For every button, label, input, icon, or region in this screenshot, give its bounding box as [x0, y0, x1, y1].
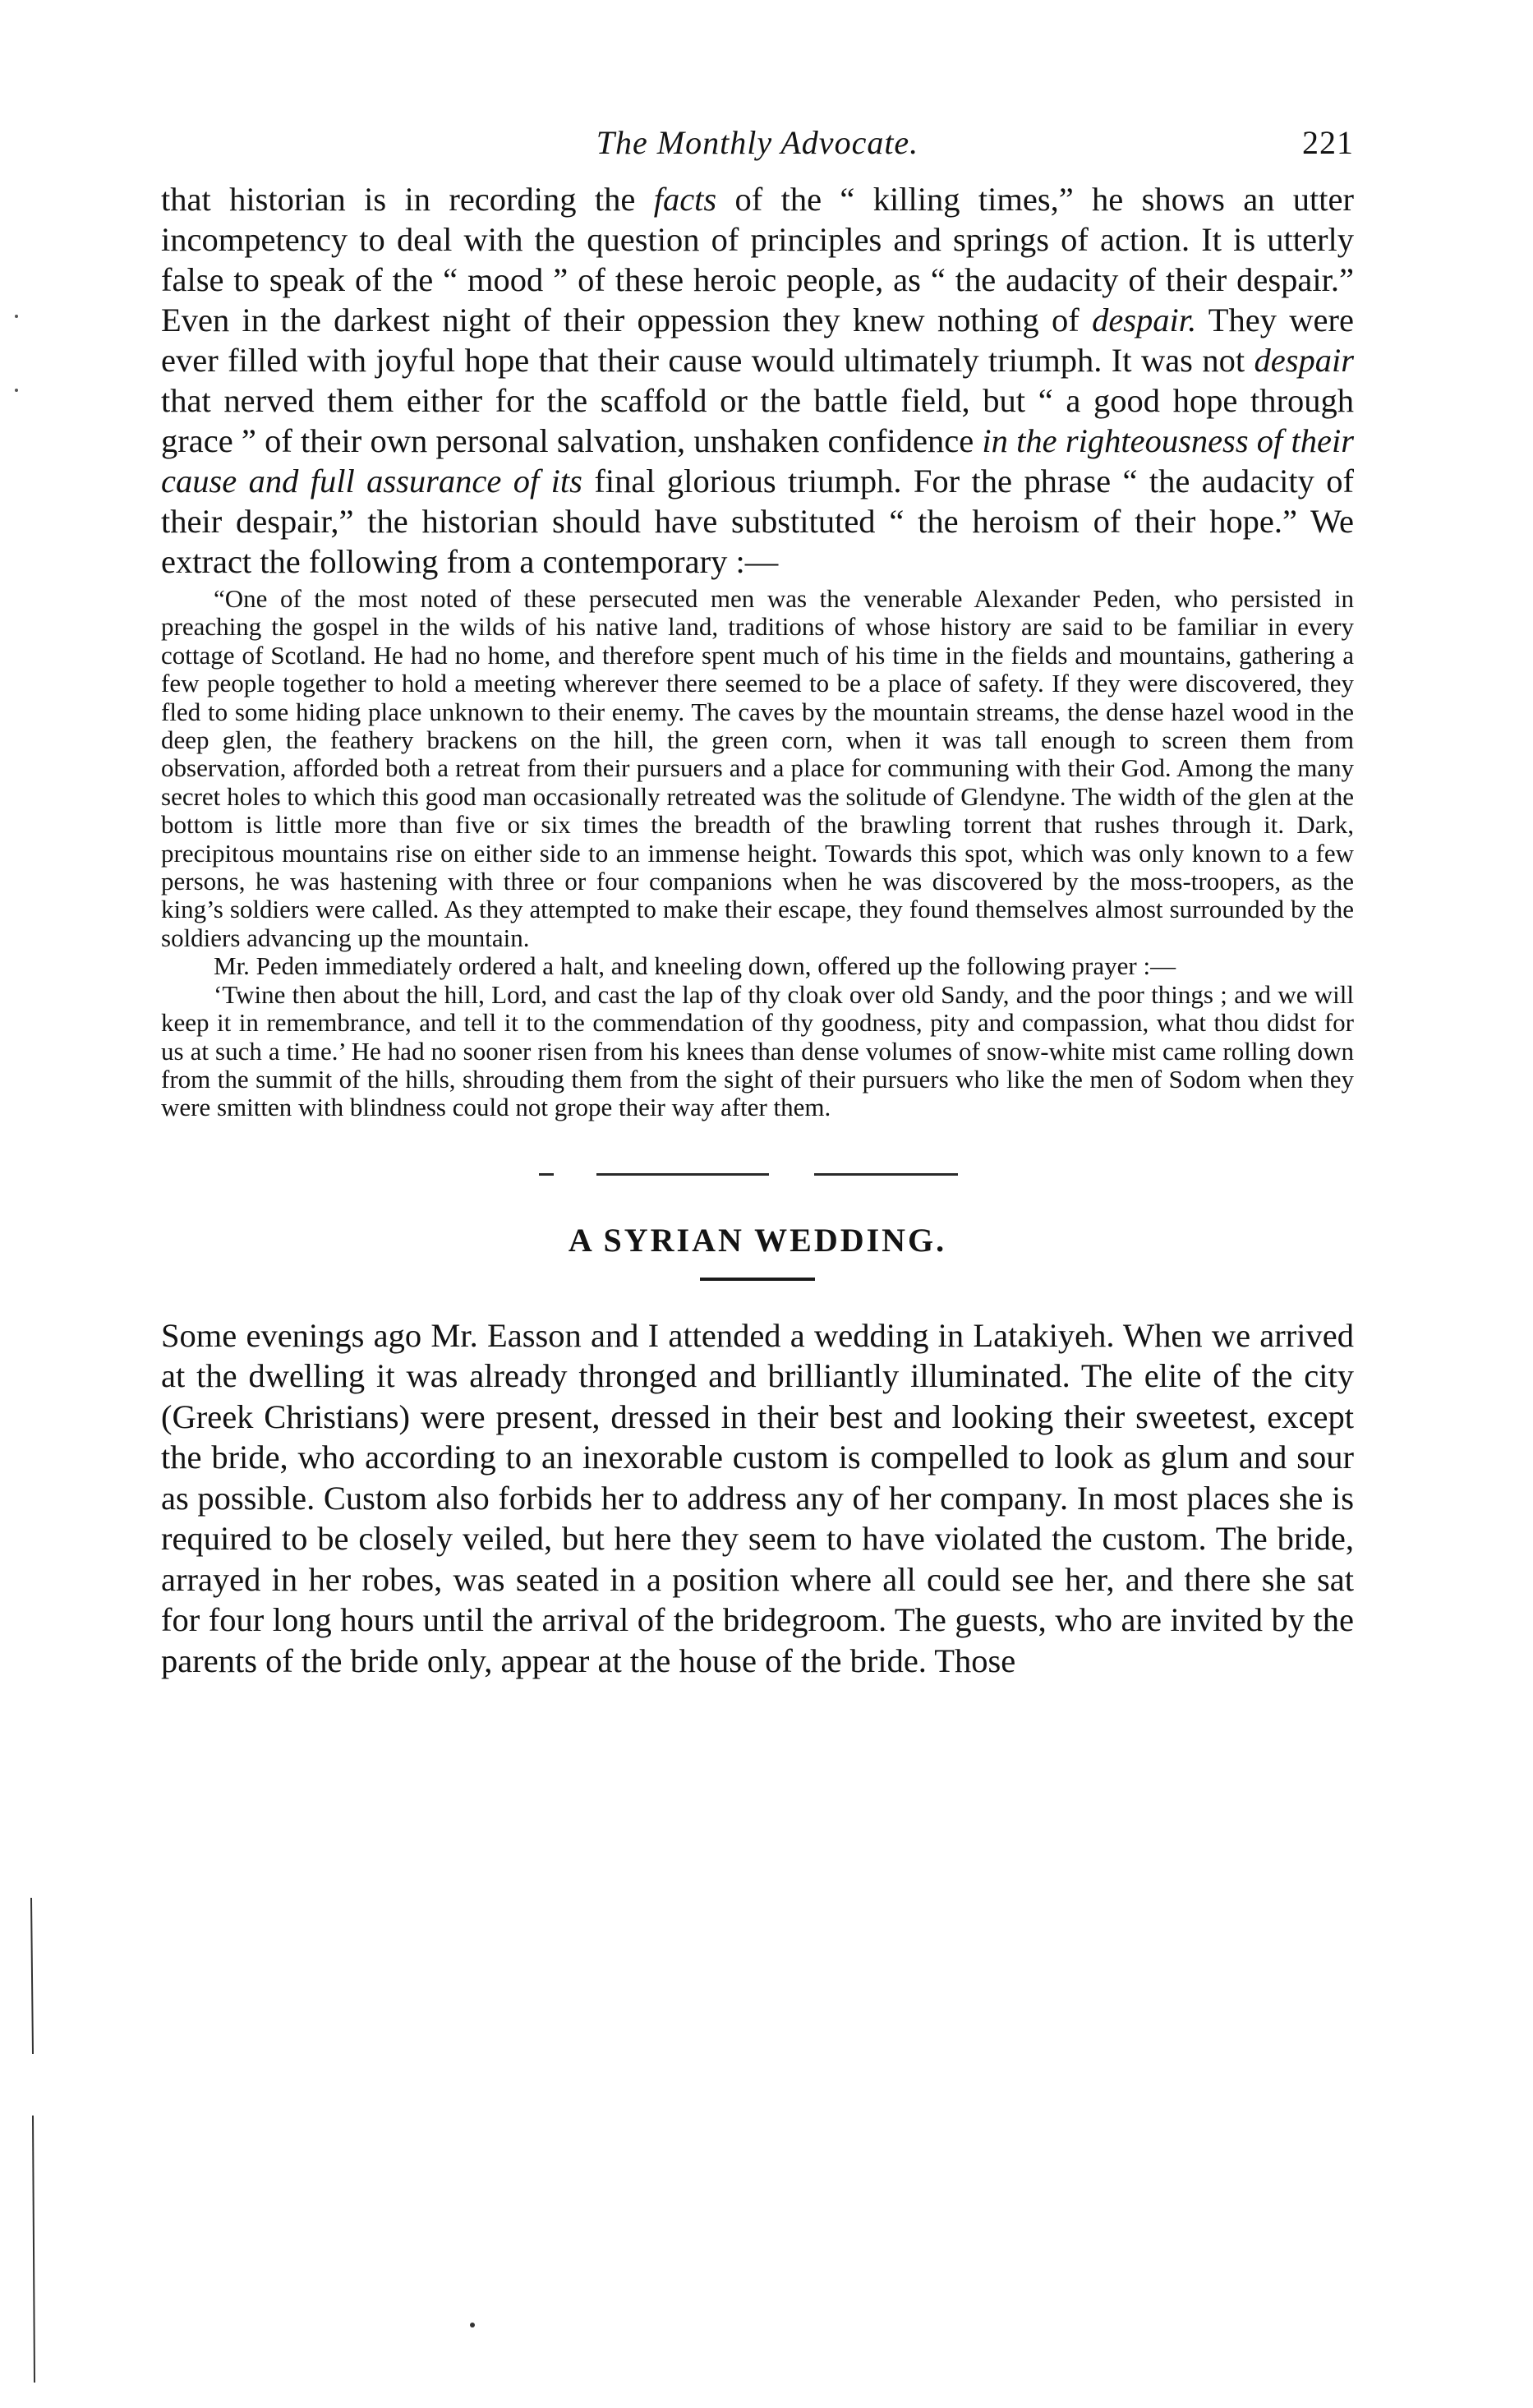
- title-rule: [700, 1278, 815, 1281]
- quote-paragraph-2: Mr. Peden immediately ordered a halt, and kneeling down, offered up the following prayer :—: [214, 951, 1176, 981]
- section-title: A SYRIAN WEDDING.: [568, 1221, 947, 1259]
- emphasis-despair-2: despair: [1254, 342, 1354, 379]
- running-head: [161, 123, 1354, 173]
- wedding-paragraph: Some evenings ago Mr. Easson and I attended a wedding in Latakiyeh. When we arrived at the dwelling it was already thronged and brilliantly illuminated. The elite of the city (Greek Christians) were present, dressed in their best and looking their sweetest, except the bride, who according to an inexorable custom is compelled to look as glum and sour as possible. Custom also forbids her to address any of her company. In most places she is required to be closely veiled, but here they seem to have violated the custom. The bride, arrayed in her robes, was seated in a position where all could see her, and there she sat for four long hours until the arrival of the bridegroom. The guests, who are invited by the parents of the bride only, appear at the house of the bride. Those: [161, 1316, 1354, 1679]
- separator-rule-2: [814, 1173, 958, 1176]
- separator-dash: [539, 1173, 554, 1176]
- emphasis-facts: facts: [653, 181, 717, 218]
- page-number: 221: [1302, 124, 1354, 161]
- block-quote: [161, 585, 1354, 1122]
- running-title: The Monthly Advocate.: [596, 124, 919, 161]
- quote-paragraph-1: “One of the most noted of these persecuted men was the venerable Alexander Peden, who persisted in preaching the gospel in the wilds of his native land, traditions of whose history are said to be familiar in every cottage of Scotland. He had no home, and therefore spent much of his time in the fields and mountains, gathering a few people together to hold a meeting wherever there seemed to be a place of safety. If they were discovered, they fled to some hiding place unknown to their enemy. The caves by the mountain streams, the dense hazel wood in the deep glen, the feathery brackens on the hill, the green corn, when it was tall enough to screen them from observation, afforded both a retreat from their pursuers and a place for communing with their God. Among the many secret holes to which this good man occasionally retreated was the solitude of Glendyne. The width of the glen at the bottom is little more than five or six times the breadth of the brawling torrent that rushes through it. Dark, precipitous mountains rise on either side to an immense height. Towards this spot, which was only known to a few persons, he was hastening with three or four companions when he was discovered by the moss-troopers, as the king’s soldiers were called. As they attempted to make their escape, they found themselves almost surrounded by the soldiers advancing up the mountain.: [161, 584, 1354, 952]
- separator-rule: [596, 1173, 769, 1176]
- intro-paragraph: that historian is in recording the facts of the “ killing times,” he shows an utter incompetency to deal with the question of principles and springs of action. It is utterly false to speak of the “ mood ” of these heroic people, as “ the audacity of their despair.” Even in the darkest night of their oppession they knew nothing of despair. They were ever filled with joyful hope that their cause would ultimately triumph. It was not despair that nerved them either for the scaffold or the battle field, but “ a good hope through grace ” of their own personal salvation, unshaken confidence in the righteousness of their cause and full assurance of its final glorious triumph. For the phrase “ the audacity of their despair,” the historian should have substituted “ the heroism of their hope.” We extract the following from a contemporary :—: [161, 181, 1354, 580]
- quote-paragraph-3: ‘Twine then about the hill, Lord, and cast the lap of thy cloak over old Sandy, and the poor things ; and we will keep it in remembrance, and tell it to the commendation of thy goodness, pity and compassion, what thou didst for us at such a time.’ He had no sooner risen from his knees than dense volumes of snow-white mist came rolling down from the summit of the hills, shrouding them from the sight of their pursuers who like the men of Sodom when they were smitten with blindness could not grope their way after them.: [161, 979, 1354, 1122]
- emphasis-despair: despair.: [1092, 302, 1197, 338]
- document-page: [161, 123, 1354, 1681]
- section-separator: [161, 1122, 1354, 1221]
- emphasis-righteousness: in the righteousness of their cause and full assurance of its: [161, 422, 1354, 500]
